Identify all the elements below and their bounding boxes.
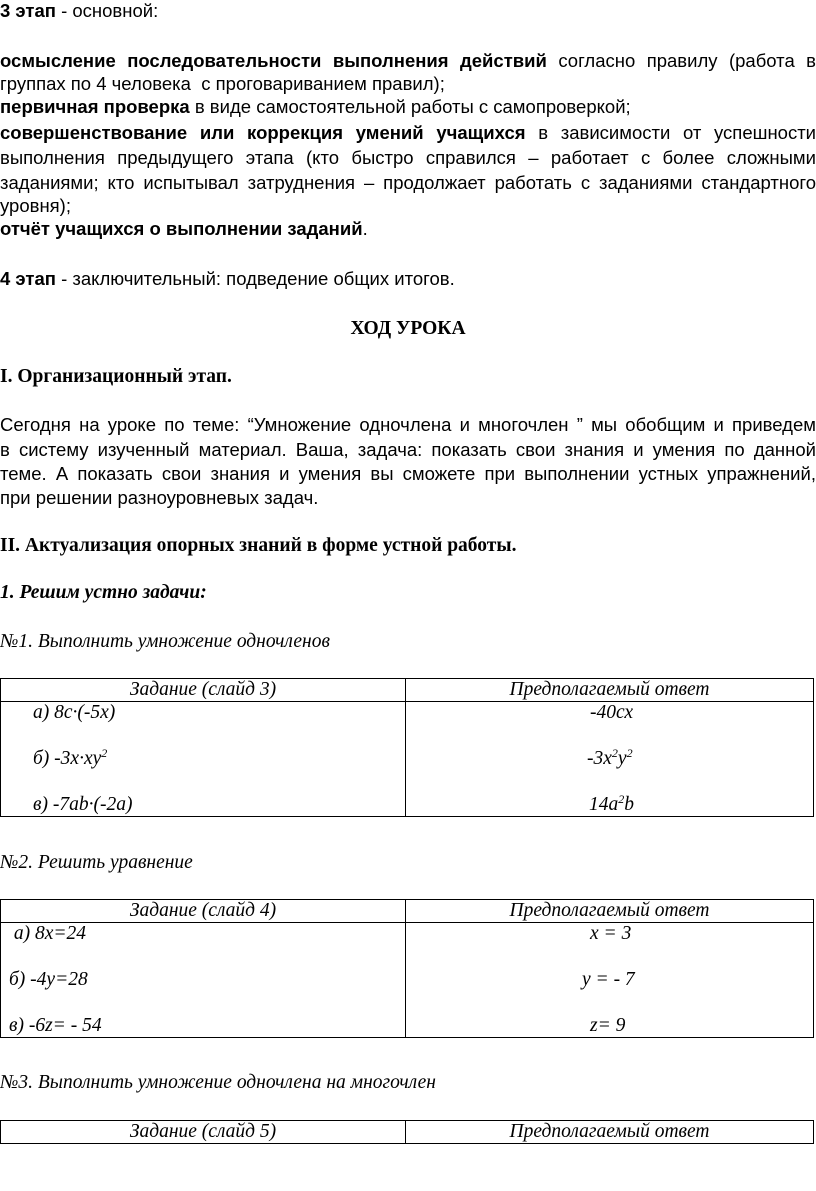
section2-subtitle: [0, 582, 816, 605]
task2-item-c: в) -6z= - 54: [9, 1015, 102, 1036]
task1-table: [0, 678, 814, 817]
task2-header-row: [1, 900, 814, 923]
task2-answers-cell: [406, 923, 814, 1038]
stage3-description: - основной:: [55, 0, 159, 21]
task1-item-a: а) 8с·(-5х): [33, 702, 116, 723]
section1-paragraph-line2: в систему изученный материал. Ваша, задача: показать свои знания и умения по данной: [0, 439, 816, 460]
task2-col-answer: Предполагаемый ответ: [406, 900, 814, 923]
stage3-heading: [0, 0, 816, 23]
task1-header-row: [1, 679, 814, 702]
task2-item-a: а) 8х=24: [9, 923, 87, 944]
stage3-label: 3 этап: [0, 0, 56, 21]
lesson-title: [0, 318, 816, 341]
task2-tasks-cell: [1, 923, 406, 1038]
task1-col-answer: Предполагаемый ответ: [406, 679, 814, 702]
stage3-item4-bold: отчёт учащихся о выполнении заданий: [0, 218, 363, 239]
task2-col-task: Задание (слайд 4): [1, 900, 406, 923]
stage3-item3-line2: выполнения предыдущего этапа (кто быстро справился – работает с более сложными: [0, 147, 816, 168]
task1-tasks-cell: [1, 702, 406, 817]
task2-body-row: [1, 923, 814, 1038]
section1-title: [0, 366, 816, 389]
section1-title-text: I. Организационный этап.: [0, 366, 232, 387]
stage4-heading: [0, 268, 816, 291]
task1-answer-c: $14а^2b$: [589, 792, 634, 815]
task2-answer-c: z= 9: [590, 1015, 626, 1036]
stage3-item1-text: согласно правилу (работа в: [546, 50, 816, 71]
section2-title: [0, 535, 816, 558]
task1-title: №1. Выполнить умножение одночленов: [0, 631, 330, 652]
task3-col-answer: Предполагаемый ответ: [406, 1121, 814, 1144]
task2-table: [0, 899, 814, 1038]
task2-answer-b: у = - 7: [582, 969, 635, 990]
task1-col-task: Задание (слайд 3): [1, 679, 406, 702]
task3-header-row: [1, 1121, 814, 1144]
task1-item-c: в) -7аb·(-2а): [33, 794, 133, 815]
lesson-title-text: ХОД УРОКА: [350, 318, 466, 339]
task1-answer-a: -40сх: [590, 702, 634, 723]
task2-item-b: б) -4у=28: [9, 969, 88, 990]
stage3-item4: [0, 218, 816, 241]
section1-paragraph-line1: Сегодня на уроке по теме: “Умножение одночлена и многочлен ” мы обобщим и приведем: [0, 414, 816, 435]
task1-item-b: б) $-3х\cdot ху^2$: [33, 746, 108, 769]
stage3-item3-bold: совершенствование или коррекция умений учащихся: [0, 122, 526, 143]
stage3-item1-line1: [0, 50, 816, 73]
task1-answers-cell: [406, 702, 814, 817]
section2-subtitle-text: 1. Решим устно задачи:: [0, 582, 207, 603]
task1-body-row: [1, 702, 814, 817]
stage3-item3-text: в зависимости от успешности: [525, 122, 816, 143]
task3-title: №3. Выполнить умножение одночлена на многочлен: [0, 1072, 436, 1093]
stage4-label: 4 этап: [0, 268, 56, 289]
section1-paragraph-line3: теме. А показать свои знания и умения вы сможете при выполнении устных упражнений,: [0, 463, 816, 484]
stage3-item2-bold: первичная проверка: [0, 96, 190, 117]
section2-title-text: II. Актуализация опорных знаний в форме устной работы.: [0, 535, 517, 556]
stage3-item4-text: .: [362, 218, 368, 239]
stage3-item1-line2: группах по 4 человека с проговариванием правил);: [0, 73, 445, 94]
stage3-item3-line1: [0, 122, 816, 145]
task1-answer-b: $-3х^2у^2$: [587, 746, 633, 769]
stage3-item2: [0, 96, 816, 119]
task3-table: [0, 1120, 814, 1144]
stage3-item3-line4: уровня);: [0, 195, 71, 216]
task3-col-task: Задание (слайд 5): [1, 1121, 406, 1144]
task2-answer-a: х = 3: [590, 923, 632, 944]
section1-paragraph-line4: при решении разноуровневых задач.: [0, 487, 319, 508]
stage3-item1-bold: осмысление последовательности выполнения действий: [0, 50, 547, 71]
stage4-description: - заключительный: подведение общих итогов.: [55, 268, 455, 289]
stage3-item3-line3: заданиями; кто испытывал затруднения – продолжает работать с заданиями стандартного: [0, 172, 816, 193]
task2-title: №2. Решить уравнение: [0, 852, 193, 873]
stage3-item2-text: в виде самостоятельной работы с самопроверкой;: [189, 96, 631, 117]
